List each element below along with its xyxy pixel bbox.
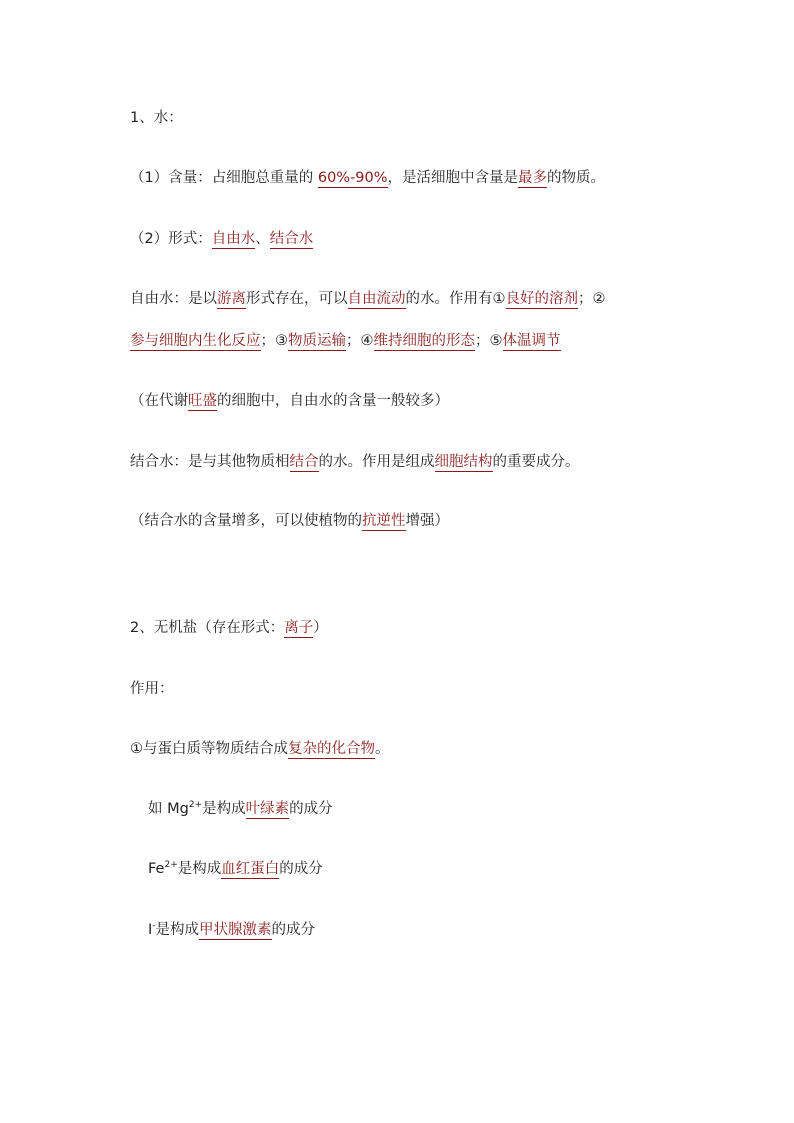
- text: 的成分: [271, 922, 316, 938]
- text: ①与蛋白质等物质结合成: [130, 741, 288, 757]
- text: 的细胞中，自由水的含量一般较多）: [217, 393, 449, 409]
- example-magnesium: [148, 798, 734, 820]
- answer-blank: 细胞结构: [434, 454, 493, 470]
- text: 的成分: [289, 801, 333, 817]
- example-iodine: [148, 919, 734, 941]
- answer-blank: 旺盛: [188, 393, 217, 409]
- charge-superscript: 2+: [188, 800, 203, 811]
- text: 是构成: [177, 861, 222, 877]
- text: 形式存在，可以: [246, 291, 348, 307]
- text: 增强）: [405, 513, 449, 529]
- answer-blank: 良好的溶剂: [505, 291, 578, 307]
- note-metabolism: [130, 390, 734, 412]
- text: 是构成: [202, 801, 246, 817]
- text: 的水。作用有①: [405, 291, 506, 307]
- text: （1）含量：占细胞总重量的: [130, 170, 318, 186]
- answer-blank: 自由水: [211, 231, 256, 247]
- answer-blank: 结合: [289, 454, 319, 470]
- answer-blank: 自由流动: [347, 291, 406, 307]
- text: ；⑤: [475, 333, 503, 349]
- example-iron: [148, 858, 734, 880]
- answer-blank: 甲状腺激素: [199, 922, 272, 938]
- text: I: [148, 922, 153, 938]
- answer-blank: 复杂的化合物: [288, 741, 375, 757]
- text: 如 Mg: [148, 801, 189, 817]
- note-resistance: [130, 510, 734, 532]
- answer-blank: 60%-90%: [317, 170, 388, 186]
- text: ）: [313, 620, 328, 636]
- text: 2、无机盐（存在形式：: [130, 620, 285, 636]
- text: （在代谢: [130, 393, 188, 409]
- answer-blank: 游离: [217, 291, 246, 307]
- answer-blank: 物质运输: [288, 333, 346, 349]
- text: 。: [375, 741, 390, 757]
- text: 、: [255, 231, 270, 247]
- text: ，是活细胞中含量是: [387, 170, 519, 186]
- text: 是构成: [155, 922, 200, 938]
- charge-superscript: 2+: [164, 860, 178, 871]
- answer-blank: 血红蛋白: [221, 861, 280, 877]
- text: ；④: [346, 333, 374, 349]
- answer-blank: 抗逆性: [362, 513, 406, 529]
- bound-water-line: [130, 451, 734, 473]
- answer-blank: 体温调节: [502, 333, 561, 349]
- function-label: [130, 678, 734, 700]
- charge-superscript: -: [152, 921, 156, 932]
- answer-blank: 叶绿素: [245, 801, 290, 817]
- water-content-line: [130, 167, 734, 189]
- text: （结合水的含量增多，可以使植物的: [130, 513, 362, 529]
- salt-function-1: [130, 738, 734, 760]
- text: 结合水：是与其他物质相: [130, 454, 290, 470]
- answer-blank: 结合水: [269, 231, 314, 247]
- text: 的水。作用是组成: [318, 454, 435, 470]
- text: 的重要成分。: [492, 454, 580, 470]
- answer-blank: 最多: [518, 170, 548, 186]
- section-heading-water: [130, 107, 734, 129]
- text: 的成分: [279, 861, 323, 877]
- text: ；③: [260, 333, 288, 349]
- text: Fe: [148, 861, 165, 877]
- water-form-line: [130, 228, 734, 250]
- free-water-line-1: [130, 288, 734, 310]
- answer-blank: 维持细胞的形态: [373, 333, 475, 349]
- heading-text: 1、水：: [130, 110, 183, 126]
- free-water-line-2: [130, 330, 734, 352]
- text: 作用：: [130, 681, 174, 697]
- answer-blank: 参与细胞内生化反应: [130, 333, 261, 349]
- answer-blank: 离子: [284, 620, 314, 636]
- text: （2）形式：: [130, 231, 212, 247]
- section-heading-salt: [130, 617, 734, 639]
- text: ；②: [578, 291, 606, 307]
- text: 自由水：是以: [130, 291, 217, 307]
- text: 的物质。: [547, 170, 606, 186]
